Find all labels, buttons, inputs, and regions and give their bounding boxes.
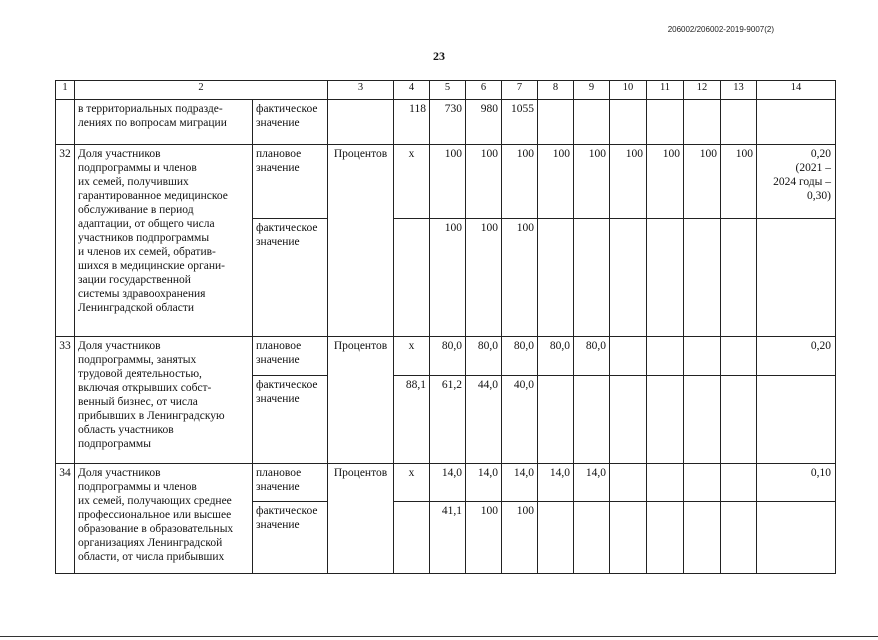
- plan-value-cell: 100: [721, 145, 757, 219]
- plan-value-cell: 100: [538, 145, 574, 219]
- fact-value-cell: [684, 219, 721, 337]
- weight-cell: 0,10: [757, 464, 836, 502]
- document-id: 206002/206002-2019-9007(2): [667, 25, 774, 34]
- plan-value-cell: 100: [430, 145, 466, 219]
- row-number-cell: 32: [56, 145, 75, 337]
- plan-value-cell: 80,0: [430, 337, 466, 376]
- unit-cell: Процентов: [328, 337, 394, 464]
- fact-value-cell: [684, 376, 721, 464]
- indicator-name-cell: Доля участников подпрограммы, занятых трудовой деятельностью, включая открывших собст- венный бизнес, от числа прибывших в Ленинградскую область участников подпрограммы: [75, 337, 253, 464]
- plan-value-cell: х: [394, 337, 430, 376]
- unit-cell: Процентов: [328, 464, 394, 574]
- fact-value-cell: [647, 219, 684, 337]
- value-cell: [538, 100, 574, 145]
- plan-value-cell: 14,0: [538, 464, 574, 502]
- plan-value-cell: 100: [502, 145, 538, 219]
- plan-value-cell: [684, 464, 721, 502]
- value-cell: [684, 100, 721, 145]
- unit-cell: Процентов: [328, 145, 394, 337]
- fact-label-cell: фактическое значение: [253, 376, 328, 464]
- plan-value-cell: [610, 464, 647, 502]
- weight-cell: 0,20: [757, 337, 836, 376]
- indicator-plan-row: [56, 337, 836, 376]
- fact-value-cell: 40,0: [502, 376, 538, 464]
- fact-value-cell: [538, 376, 574, 464]
- fact-value-cell: [647, 376, 684, 464]
- value-cell: [610, 100, 647, 145]
- plan-value-cell: 14,0: [574, 464, 610, 502]
- value-cell: [721, 100, 757, 145]
- column-number-cell: 4: [394, 81, 430, 100]
- fact-value-cell: [610, 502, 647, 574]
- column-number-cell: 2: [75, 81, 328, 100]
- row-number-cell: 34: [56, 464, 75, 574]
- value-cell: 980: [466, 100, 502, 145]
- column-number-cell: 1: [56, 81, 75, 100]
- fact-value-cell: [721, 376, 757, 464]
- weight-cell: 0,20 (2021 – 2024 годы – 0,30): [757, 145, 836, 219]
- indicators-table: [55, 80, 836, 574]
- column-number-cell: 8: [538, 81, 574, 100]
- column-number-cell: 9: [574, 81, 610, 100]
- fact-value-cell: [574, 502, 610, 574]
- page-number: 23: [433, 49, 445, 63]
- fact-value-cell: 100: [466, 502, 502, 574]
- fact-value-cell: [394, 502, 430, 574]
- continuation-row: [56, 100, 836, 145]
- fact-value-cell: [574, 219, 610, 337]
- plan-value-cell: 80,0: [574, 337, 610, 376]
- fact-value-cell: [610, 376, 647, 464]
- plan-value-cell: 80,0: [502, 337, 538, 376]
- fact-value-cell: 88,1: [394, 376, 430, 464]
- fact-value-cell: [610, 219, 647, 337]
- column-number-cell: 6: [466, 81, 502, 100]
- column-number-cell: 7: [502, 81, 538, 100]
- plan-value-cell: 100: [647, 145, 684, 219]
- plan-value-cell: 14,0: [466, 464, 502, 502]
- fact-value-cell: [684, 502, 721, 574]
- column-number-cell: 11: [647, 81, 684, 100]
- plan-value-cell: [721, 464, 757, 502]
- plan-value-cell: 100: [574, 145, 610, 219]
- fact-label-cell: фактическое значение: [253, 502, 328, 574]
- weight-cell: [757, 219, 836, 337]
- fact-value-cell: 41,1: [430, 502, 466, 574]
- weight-cell: [757, 100, 836, 145]
- column-number-cell: 3: [328, 81, 394, 100]
- fact-value-cell: 100: [502, 502, 538, 574]
- indicator-plan-row: [56, 464, 836, 502]
- indicator-name-cell: Доля участников подпрограммы и членов их семей, получивших гарантированное медицинское обслуживание в период адаптации, от общего числа участников подпрограммы и членов их семей, обратив- шихся в медицинские органи- зации государственной системы здравоохранения Ленинградской области: [75, 145, 253, 337]
- plan-value-cell: 100: [610, 145, 647, 219]
- row-number-cell: 33: [56, 337, 75, 464]
- plan-value-cell: 14,0: [502, 464, 538, 502]
- unit-cell: [328, 100, 394, 145]
- weight-cell: [757, 376, 836, 464]
- column-number-cell: 14: [757, 81, 836, 100]
- fact-value-cell: [538, 219, 574, 337]
- plan-value-cell: [721, 337, 757, 376]
- plan-value-cell: 100: [466, 145, 502, 219]
- plan-value-cell: 100: [684, 145, 721, 219]
- plan-value-cell: 14,0: [430, 464, 466, 502]
- indicator-name-cell: в территориальных подразде- лениях по вопросам миграции: [75, 100, 253, 145]
- page-bottom-edge: [0, 636, 878, 637]
- fact-value-cell: 44,0: [466, 376, 502, 464]
- value-cell: 730: [430, 100, 466, 145]
- value-cell: 1055: [502, 100, 538, 145]
- value-type-cell: фактическое значение: [253, 100, 328, 145]
- fact-value-cell: 61,2: [430, 376, 466, 464]
- fact-value-cell: 100: [502, 219, 538, 337]
- column-number-row: [56, 81, 836, 100]
- column-number-cell: 5: [430, 81, 466, 100]
- plan-label-cell: плановое значение: [253, 145, 328, 219]
- column-number-cell: 12: [684, 81, 721, 100]
- plan-value-cell: [684, 337, 721, 376]
- value-cell: 118: [394, 100, 430, 145]
- weight-cell: [757, 502, 836, 574]
- fact-value-cell: [721, 502, 757, 574]
- plan-value-cell: [647, 337, 684, 376]
- value-cell: [574, 100, 610, 145]
- plan-label-cell: плановое значение: [253, 464, 328, 502]
- fact-value-cell: 100: [430, 219, 466, 337]
- row-number-cell: [56, 100, 75, 145]
- plan-value-cell: 80,0: [538, 337, 574, 376]
- fact-value-cell: [394, 219, 430, 337]
- column-number-cell: 13: [721, 81, 757, 100]
- plan-label-cell: плановое значение: [253, 337, 328, 376]
- plan-value-cell: 80,0: [466, 337, 502, 376]
- plan-value-cell: х: [394, 464, 430, 502]
- plan-value-cell: х: [394, 145, 430, 219]
- value-cell: [647, 100, 684, 145]
- indicator-plan-row: [56, 145, 836, 219]
- fact-value-cell: [647, 502, 684, 574]
- fact-label-cell: фактическое значение: [253, 219, 328, 337]
- fact-value-cell: [538, 502, 574, 574]
- plan-value-cell: [610, 337, 647, 376]
- column-number-cell: 10: [610, 81, 647, 100]
- fact-value-cell: 100: [466, 219, 502, 337]
- fact-value-cell: [721, 219, 757, 337]
- fact-value-cell: [574, 376, 610, 464]
- plan-value-cell: [647, 464, 684, 502]
- indicator-name-cell: Доля участников подпрограммы и членов их семей, получающих среднее профессиональное или высшее образование в образовательных организациях Ленинградской области, от числа прибывших: [75, 464, 253, 574]
